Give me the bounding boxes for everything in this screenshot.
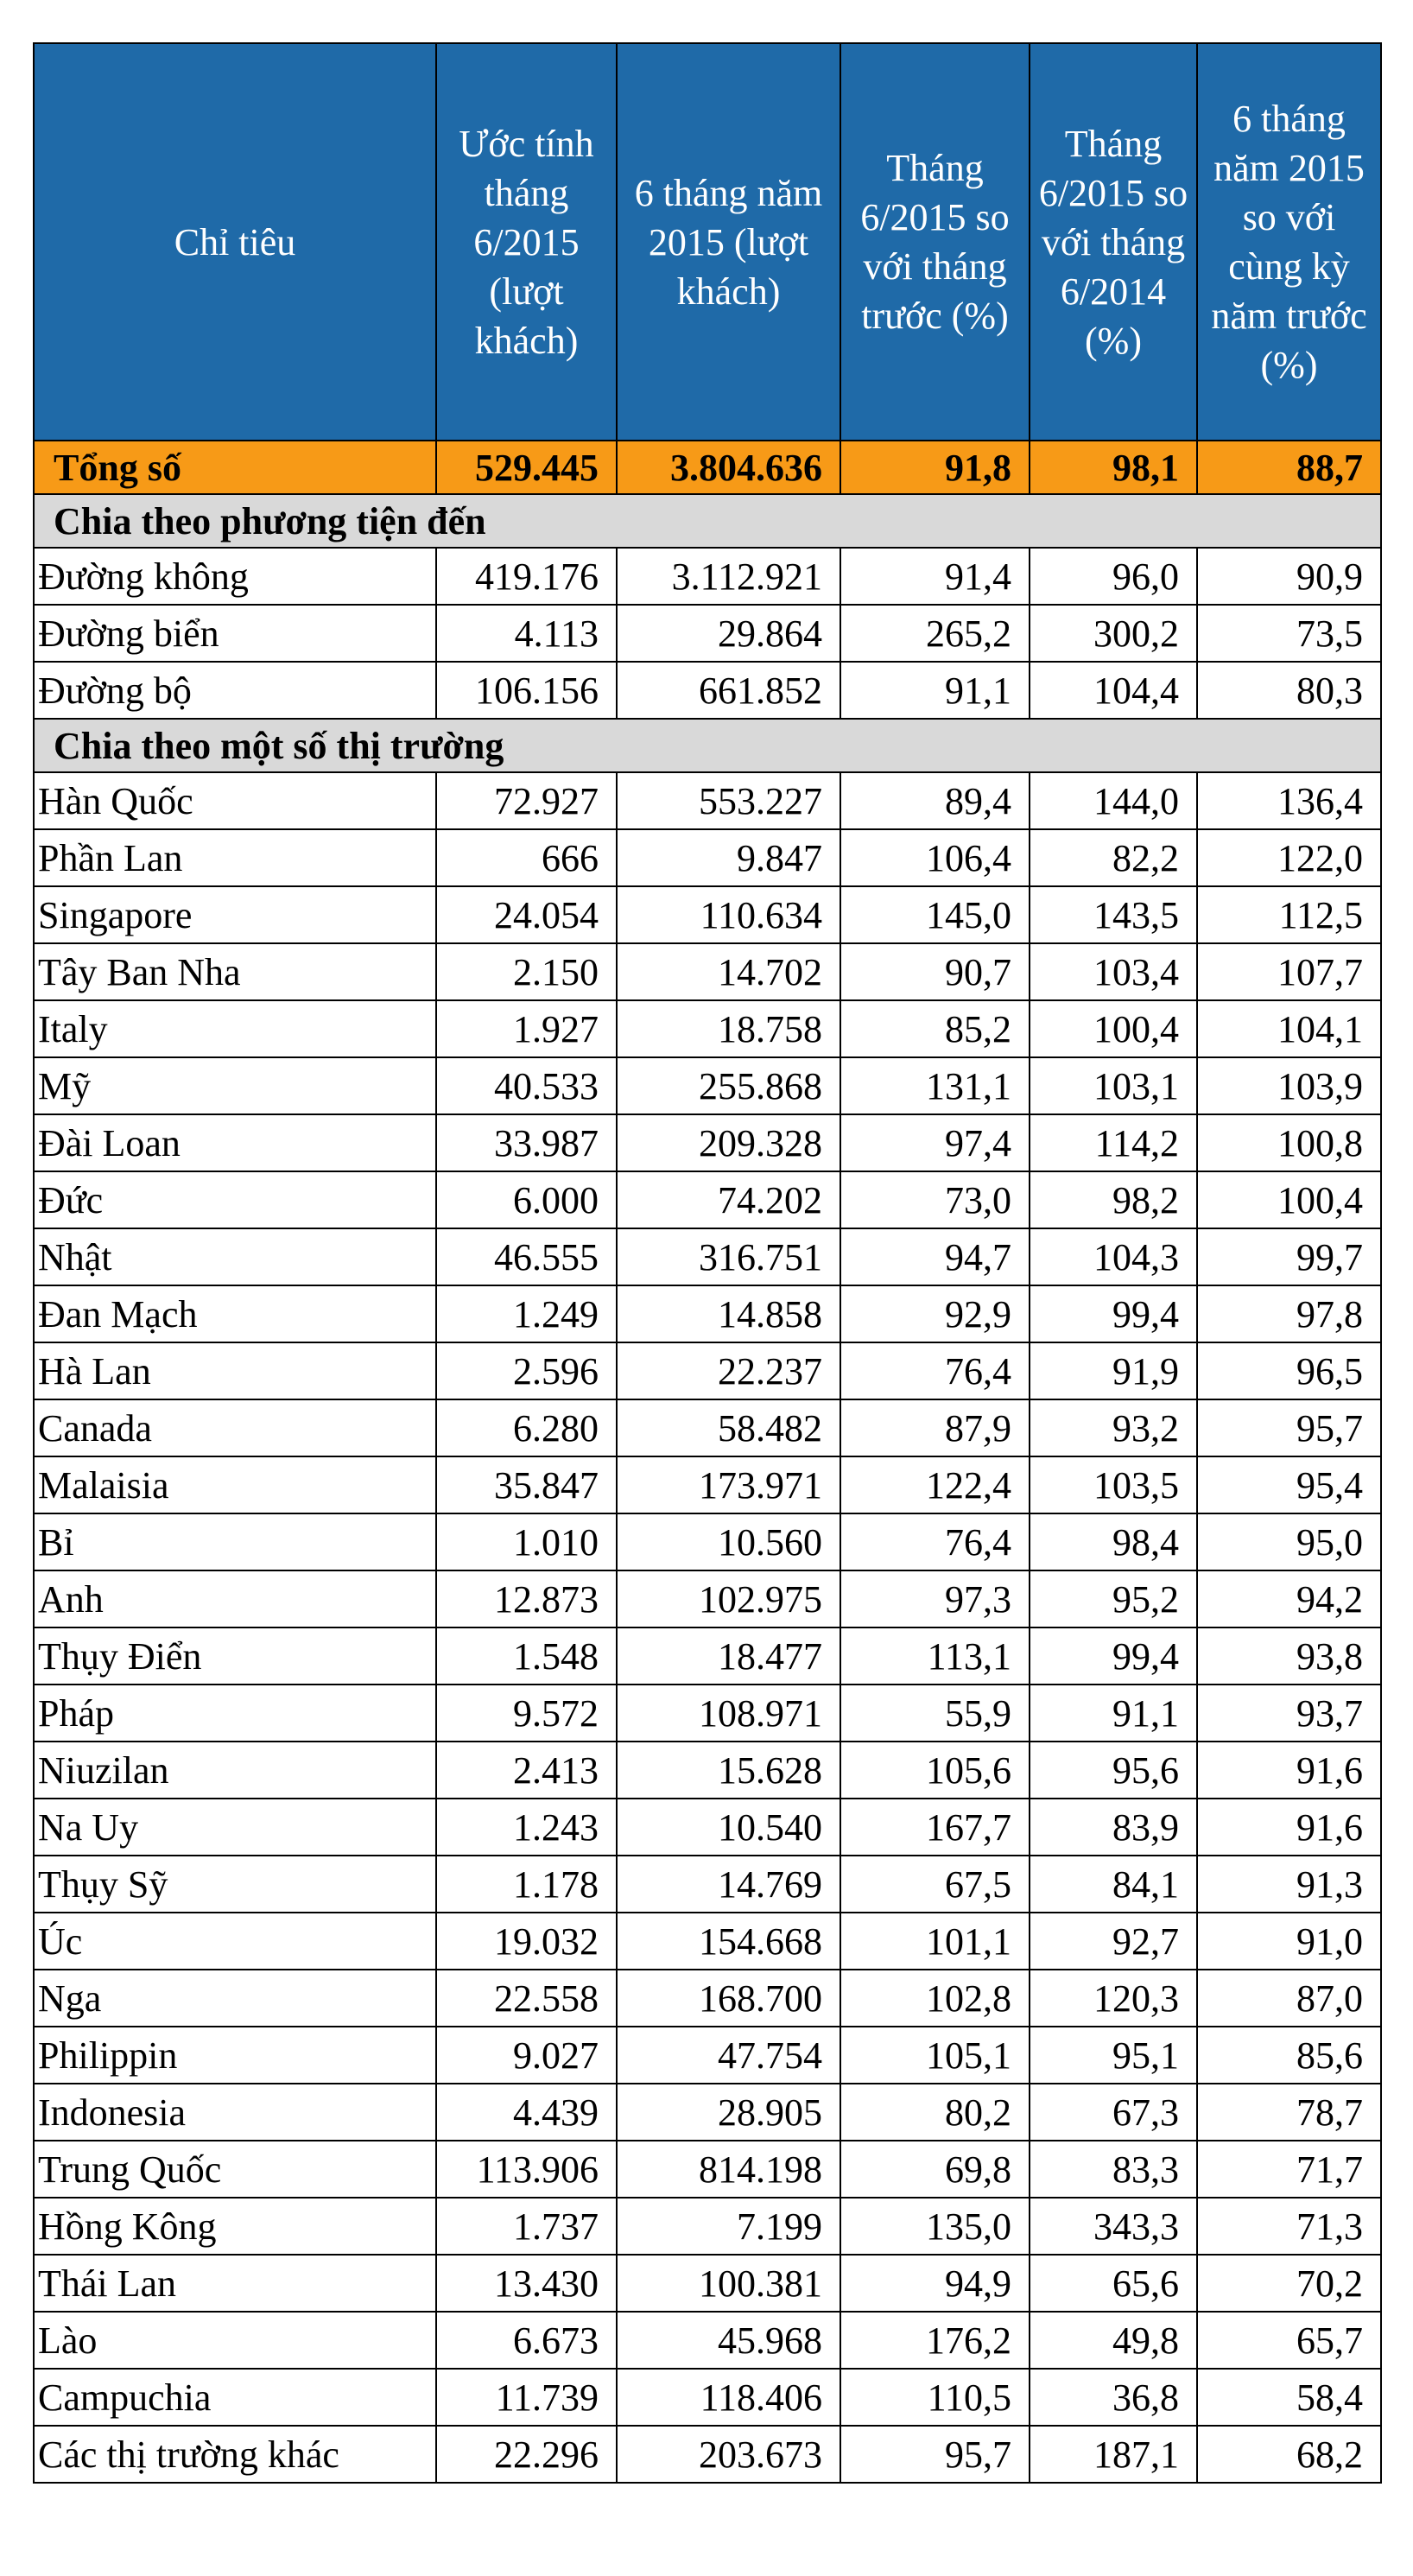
row-label: Lào [34,2312,436,2369]
row-v2: 814.198 [617,2141,840,2198]
row-v1: 9.572 [436,1685,617,1742]
row-v5: 68,2 [1197,2426,1381,2483]
row-v4: 96,0 [1030,548,1197,605]
row-v1: 46.555 [436,1228,617,1285]
row-v1: 12.873 [436,1570,617,1627]
table-row [34,1570,1381,1627]
table-row [34,943,1381,1000]
row-label: Đường không [34,548,436,605]
row-v1: 22.558 [436,1970,617,2027]
table-row [34,829,1381,886]
row-v1: 113.906 [436,2141,617,2198]
table-row [34,886,1381,943]
row-v4: 67,3 [1030,2084,1197,2141]
row-v2: 14.858 [617,1285,840,1342]
table-body [34,441,1381,2483]
row-v4: 114,2 [1030,1114,1197,1171]
total-v3: 91,8 [840,441,1030,494]
row-v5: 95,4 [1197,1456,1381,1513]
row-v3: 69,8 [840,2141,1030,2198]
row-v1: 72.927 [436,772,617,829]
row-v2: 255.868 [617,1057,840,1114]
row-v2: 102.975 [617,1570,840,1627]
row-v2: 553.227 [617,772,840,829]
row-label: Thụy Sỹ [34,1856,436,1913]
row-v3: 67,5 [840,1856,1030,1913]
row-v2: 7.199 [617,2198,840,2255]
table-row [34,1456,1381,1513]
row-v5: 99,7 [1197,1228,1381,1285]
total-v1: 529.445 [436,441,617,494]
row-v2: 47.754 [617,2027,840,2084]
row-v3: 85,2 [840,1000,1030,1057]
row-v2: 18.477 [617,1627,840,1685]
section-transport-label: Chia theo phương tiện đến [34,494,1381,548]
row-v4: 83,9 [1030,1799,1197,1856]
row-v5: 70,2 [1197,2255,1381,2312]
row-v4: 82,2 [1030,829,1197,886]
tourism-statistics-table [33,42,1382,2484]
row-v5: 91,0 [1197,1913,1381,1970]
row-v3: 55,9 [840,1685,1030,1742]
row-label: Thái Lan [34,2255,436,2312]
table-row [34,662,1381,719]
row-v4: 104,3 [1030,1228,1197,1285]
table-row [34,605,1381,662]
row-v2: 661.852 [617,662,840,719]
row-v3: 73,0 [840,1171,1030,1228]
header-six-months: 6 tháng năm 2015 (lượt khách) [617,43,840,441]
row-label: Italy [34,1000,436,1057]
row-v4: 93,2 [1030,1399,1197,1456]
row-v1: 9.027 [436,2027,617,2084]
table-row [34,2312,1381,2369]
row-v5: 93,7 [1197,1685,1381,1742]
row-label: Campuchia [34,2369,436,2426]
row-v4: 103,1 [1030,1057,1197,1114]
row-v4: 104,4 [1030,662,1197,719]
row-v2: 173.971 [617,1456,840,1513]
row-label: Canada [34,1399,436,1456]
row-v3: 87,9 [840,1399,1030,1456]
row-label: Hà Lan [34,1342,436,1399]
row-v1: 419.176 [436,548,617,605]
row-v2: 74.202 [617,1171,840,1228]
table-row [34,2027,1381,2084]
row-v4: 95,6 [1030,1742,1197,1799]
row-v2: 154.668 [617,1913,840,1970]
row-v3: 97,3 [840,1570,1030,1627]
row-v3: 80,2 [840,2084,1030,2141]
row-v4: 100,4 [1030,1000,1197,1057]
row-v4: 300,2 [1030,605,1197,662]
row-v5: 71,7 [1197,2141,1381,2198]
row-v3: 113,1 [840,1627,1030,1685]
row-v2: 203.673 [617,2426,840,2483]
row-v1: 4.113 [436,605,617,662]
section-market-row [34,719,1381,772]
row-label: Pháp [34,1685,436,1742]
row-v1: 24.054 [436,886,617,943]
row-v2: 15.628 [617,1742,840,1799]
row-v3: 102,8 [840,1970,1030,2027]
row-v5: 96,5 [1197,1342,1381,1399]
row-v5: 71,3 [1197,2198,1381,2255]
row-v5: 91,6 [1197,1799,1381,1856]
row-v5: 97,8 [1197,1285,1381,1342]
table-row [34,1342,1381,1399]
table-row [34,1627,1381,1685]
row-v2: 9.847 [617,829,840,886]
row-label: Phần Lan [34,829,436,886]
row-v3: 145,0 [840,886,1030,943]
row-v4: 103,5 [1030,1456,1197,1513]
row-v3: 94,9 [840,2255,1030,2312]
row-v1: 11.739 [436,2369,617,2426]
row-v4: 95,1 [1030,2027,1197,2084]
row-v1: 6.000 [436,1171,617,1228]
row-v3: 105,1 [840,2027,1030,2084]
row-v4: 187,1 [1030,2426,1197,2483]
row-v3: 167,7 [840,1799,1030,1856]
row-label: Niuzilan [34,1742,436,1799]
row-v1: 666 [436,829,617,886]
row-v1: 6.280 [436,1399,617,1456]
row-label: Đường biển [34,605,436,662]
row-v1: 1.010 [436,1513,617,1570]
header-indicator: Chỉ tiêu [34,43,436,441]
table-row [34,1970,1381,2027]
header-vs-june-2014: Tháng 6/2015 so với tháng 6/2014 (%) [1030,43,1197,441]
row-v1: 106.156 [436,662,617,719]
row-label: Thụy Điển [34,1627,436,1685]
row-v4: 343,3 [1030,2198,1197,2255]
row-label: Đài Loan [34,1114,436,1171]
row-label: Các thị trường khác [34,2426,436,2483]
row-v2: 18.758 [617,1000,840,1057]
row-v3: 101,1 [840,1913,1030,1970]
row-v1: 13.430 [436,2255,617,2312]
row-v2: 14.769 [617,1856,840,1913]
row-v2: 100.381 [617,2255,840,2312]
row-v3: 176,2 [840,2312,1030,2369]
row-v3: 265,2 [840,605,1030,662]
row-v4: 103,4 [1030,943,1197,1000]
row-v5: 94,2 [1197,1570,1381,1627]
row-label: Singapore [34,886,436,943]
row-label: Philippin [34,2027,436,2084]
table-row [34,1513,1381,1570]
row-v3: 97,4 [840,1114,1030,1171]
row-v5: 95,0 [1197,1513,1381,1570]
row-v5: 136,4 [1197,772,1381,829]
table-row [34,1799,1381,1856]
total-v2: 3.804.636 [617,441,840,494]
row-v4: 95,2 [1030,1570,1197,1627]
row-v3: 94,7 [840,1228,1030,1285]
total-v4: 98,1 [1030,441,1197,494]
table-row [34,1685,1381,1742]
table-row [34,1000,1381,1057]
row-v1: 2.150 [436,943,617,1000]
table-row [34,1228,1381,1285]
row-v3: 92,9 [840,1285,1030,1342]
total-v5: 88,7 [1197,441,1381,494]
row-v2: 29.864 [617,605,840,662]
row-v5: 103,9 [1197,1057,1381,1114]
row-v5: 78,7 [1197,2084,1381,2141]
row-v2: 45.968 [617,2312,840,2369]
row-label: Na Uy [34,1799,436,1856]
row-v2: 3.112.921 [617,548,840,605]
row-label: Malaisia [34,1456,436,1513]
row-v5: 87,0 [1197,1970,1381,2027]
row-v1: 1.927 [436,1000,617,1057]
table-row [34,1171,1381,1228]
table-row [34,2426,1381,2483]
row-v3: 110,5 [840,2369,1030,2426]
total-label: Tổng số [34,441,436,494]
row-v5: 73,5 [1197,605,1381,662]
row-label: Mỹ [34,1057,436,1114]
row-v2: 58.482 [617,1399,840,1456]
table-row [34,2141,1381,2198]
row-label: Tây Ban Nha [34,943,436,1000]
row-v3: 90,7 [840,943,1030,1000]
row-v1: 1.737 [436,2198,617,2255]
row-v2: 10.540 [617,1799,840,1856]
row-v5: 93,8 [1197,1627,1381,1685]
row-v5: 112,5 [1197,886,1381,943]
row-v4: 98,2 [1030,1171,1197,1228]
row-v5: 100,4 [1197,1171,1381,1228]
row-v4: 49,8 [1030,2312,1197,2369]
row-v5: 95,7 [1197,1399,1381,1456]
table-row [34,548,1381,605]
row-v4: 84,1 [1030,1856,1197,1913]
row-v4: 143,5 [1030,886,1197,943]
row-label: Úc [34,1913,436,1970]
row-v3: 122,4 [840,1456,1030,1513]
row-v1: 40.533 [436,1057,617,1114]
table-row [34,2369,1381,2426]
row-v5: 104,1 [1197,1000,1381,1057]
row-v3: 76,4 [840,1342,1030,1399]
row-v1: 22.296 [436,2426,617,2483]
row-v3: 91,4 [840,548,1030,605]
table-header [34,43,1381,441]
header-vs-previous-month: Tháng 6/2015 so với tháng trước (%) [840,43,1030,441]
row-v5: 90,9 [1197,548,1381,605]
row-v5: 58,4 [1197,2369,1381,2426]
row-v3: 76,4 [840,1513,1030,1570]
row-v4: 65,6 [1030,2255,1197,2312]
table-row [34,1856,1381,1913]
row-label: Đường bộ [34,662,436,719]
row-v2: 118.406 [617,2369,840,2426]
row-v2: 22.237 [617,1342,840,1399]
row-v1: 1.243 [436,1799,617,1856]
row-v4: 91,9 [1030,1342,1197,1399]
row-v5: 100,8 [1197,1114,1381,1171]
row-v5: 91,6 [1197,1742,1381,1799]
row-v4: 92,7 [1030,1913,1197,1970]
row-v1: 6.673 [436,2312,617,2369]
row-v4: 120,3 [1030,1970,1197,2027]
row-label: Anh [34,1570,436,1627]
row-v1: 33.987 [436,1114,617,1171]
row-v1: 1.249 [436,1285,617,1342]
total-row [34,441,1381,494]
row-v5: 80,3 [1197,662,1381,719]
row-v3: 131,1 [840,1057,1030,1114]
row-v3: 89,4 [840,772,1030,829]
row-label: Hàn Quốc [34,772,436,829]
table-row [34,1913,1381,1970]
section-market-label: Chia theo một số thị trường [34,719,1381,772]
row-v1: 2.413 [436,1742,617,1799]
tourism-statistics-table-wrapper [33,42,1380,2484]
row-v4: 91,1 [1030,1685,1197,1742]
row-v2: 28.905 [617,2084,840,2141]
row-v2: 316.751 [617,1228,840,1285]
row-v4: 36,8 [1030,2369,1197,2426]
table-row [34,1399,1381,1456]
row-v3: 106,4 [840,829,1030,886]
table-row [34,1742,1381,1799]
row-v4: 144,0 [1030,772,1197,829]
row-v2: 110.634 [617,886,840,943]
row-v1: 35.847 [436,1456,617,1513]
row-v5: 65,7 [1197,2312,1381,2369]
row-v5: 122,0 [1197,829,1381,886]
row-v1: 19.032 [436,1913,617,1970]
row-v5: 85,6 [1197,2027,1381,2084]
row-v5: 91,3 [1197,1856,1381,1913]
row-v3: 105,6 [840,1742,1030,1799]
row-v3: 135,0 [840,2198,1030,2255]
row-v5: 107,7 [1197,943,1381,1000]
row-v4: 99,4 [1030,1627,1197,1685]
row-v1: 2.596 [436,1342,617,1399]
row-v2: 168.700 [617,1970,840,2027]
header-june-estimate: Ước tính tháng 6/2015 (lượt khách) [436,43,617,441]
row-label: Trung Quốc [34,2141,436,2198]
row-v1: 1.548 [436,1627,617,1685]
row-label: Nga [34,1970,436,2027]
row-v2: 14.702 [617,943,840,1000]
row-label: Nhật [34,1228,436,1285]
section-transport-row [34,494,1381,548]
row-v1: 4.439 [436,2084,617,2141]
row-label: Indonesia [34,2084,436,2141]
row-v4: 83,3 [1030,2141,1197,2198]
row-v3: 91,1 [840,662,1030,719]
row-v2: 108.971 [617,1685,840,1742]
header-vs-same-period: 6 tháng năm 2015 so với cùng kỳ năm trước (%) [1197,43,1381,441]
row-v1: 1.178 [436,1856,617,1913]
row-label: Bỉ [34,1513,436,1570]
row-label: Hồng Kông [34,2198,436,2255]
row-v2: 10.560 [617,1513,840,1570]
row-v4: 98,4 [1030,1513,1197,1570]
row-label: Đan Mạch [34,1285,436,1342]
table-row [34,772,1381,829]
table-row [34,1057,1381,1114]
table-row [34,1285,1381,1342]
row-v2: 209.328 [617,1114,840,1171]
row-v4: 99,4 [1030,1285,1197,1342]
table-row [34,2198,1381,2255]
table-row [34,2255,1381,2312]
table-row [34,2084,1381,2141]
table-row [34,1114,1381,1171]
row-v3: 95,7 [840,2426,1030,2483]
row-label: Đức [34,1171,436,1228]
